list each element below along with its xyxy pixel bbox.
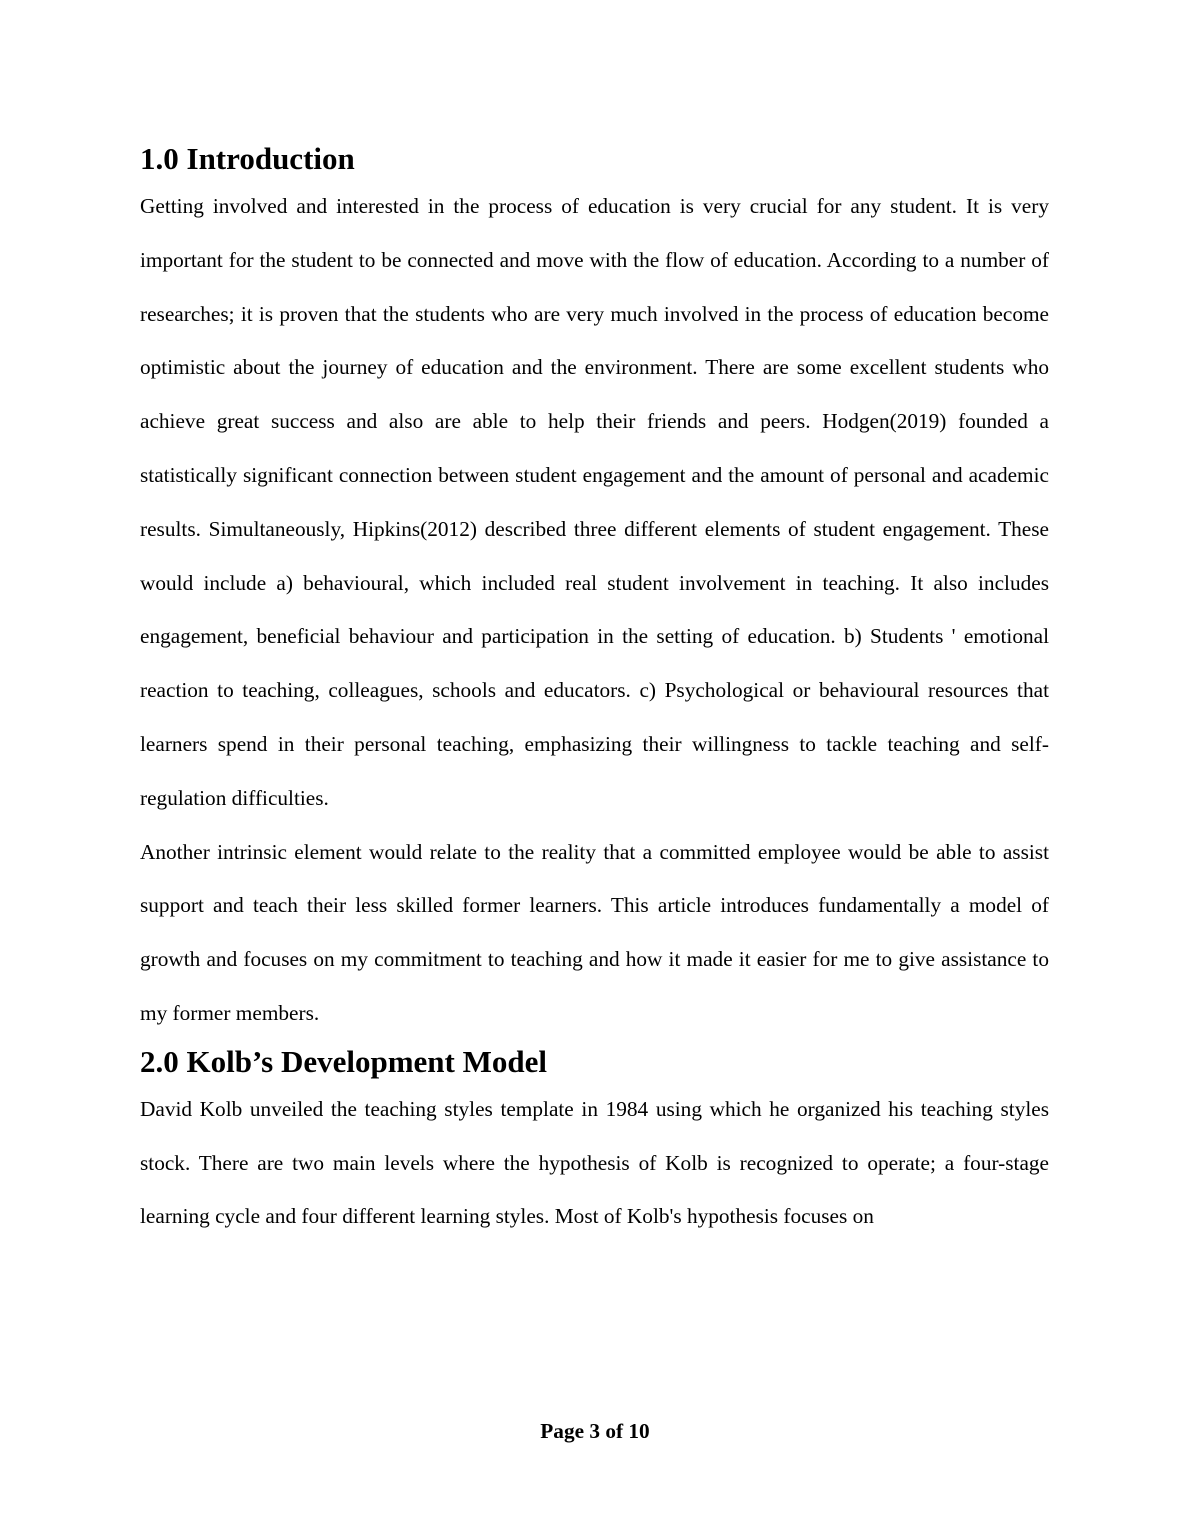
kolb-paragraph-1: David Kolb unveiled the teaching styles template in 1984 using which he organized his teaching styles stock. There are two main levels where the hypothesis of Kolb is recognized to operate; a four-stage learning cycle and four different learning styles. Most of Kolb's hypothesis focuses on	[140, 1096, 1049, 1229]
section-heading-introduction: 1.0 Introduction	[140, 141, 355, 176]
introduction-paragraph-1: Getting involved and interested in the process of education is very crucial for any student. It is very important for the student to be connected and move with the flow of education. According to a number of researches; it is proven that the students who are very much involved in the process of education become optimistic about the journey of education and the environment. There are some excellent students who achieve great success and also are able to help their friends and peers. Hodgen(2019) founded a statistically significant connection between student engagement and the amount of personal and academic results. Simultaneously, Hipkins(2012) described three different elements of student engagement. These would include a) behavioural, which included real student involvement in teaching. It also includes engagement, beneficial behaviour and participation in the setting of education. b) Students ' emotional reaction to teaching, colleagues, schools and educators. c) Psychological or behavioural resources that learners spend in their personal teaching, emphasizing their willingness to tackle teaching and self-regulation difficulties.	[140, 194, 1049, 810]
page-content	[140, 138, 1049, 1244]
page-number-footer: Page 3 of 10	[540, 1419, 650, 1443]
introduction-paragraph-2: Another intrinsic element would relate to the reality that a committed employee would be able to assist support and teach their less skilled former learners. This article introduces fundamentally a model of growth and focuses on my commitment to teaching and how it made it easier for me to give assistance to my former members.	[140, 839, 1049, 1025]
section-heading-kolb-model: 2.0 Kolb’s Development Model	[140, 1043, 547, 1079]
